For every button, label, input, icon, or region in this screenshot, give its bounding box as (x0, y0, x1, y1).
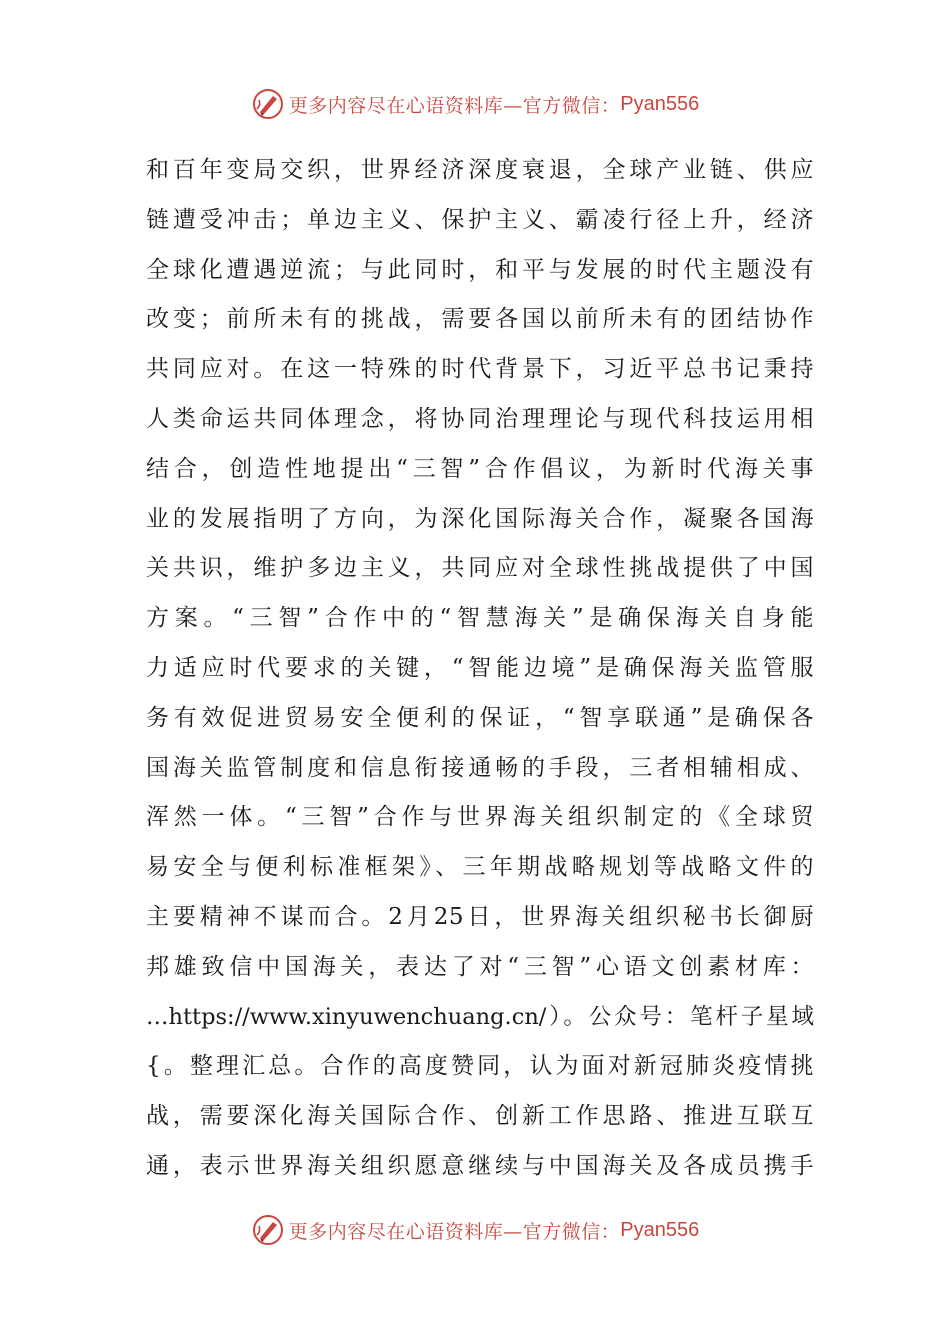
header-watermark (0, 84, 950, 124)
body-line: 战，需要深化海关国际合作、创新工作思路、推进互联互 (146, 1103, 814, 1130)
body-line: 和百年变局交织，世界经济深度衰退，全球产业链、供应 (146, 157, 814, 183)
pen-logo-icon (251, 1213, 285, 1247)
body-line: 改变；前所未有的挑战，需要各国以前所未有的团结协作 (146, 306, 814, 333)
body-line: {。整理汇总。合作的高度赞同，认为面对新冠肺炎疫情挑 (146, 1053, 814, 1080)
body-line: 国海关监管制度和信息衔接通畅的手段，三者相辅相成、 (146, 754, 814, 781)
body-line: 力适应时代要求的关键，“智能边境”是确保海关监管服 (146, 654, 814, 681)
body-line: 务有效促进贸易安全便利的保证，“智享联通”是确保各 (146, 704, 814, 731)
watermark-text: 更多内容尽在心语资料库—官方微信： (288, 1220, 621, 1243)
body-line: 邦雄致信中国海关，表达了对“三智”心语文创素材库： (146, 953, 814, 980)
watermark-handle: Pyan556 (620, 92, 700, 115)
document-body (146, 146, 814, 1192)
pen-logo-icon (251, 87, 285, 121)
body-line: 人类命运共同体理念，将协同治理理论与现代科技运用相 (146, 405, 814, 432)
body-line: 全球化遭遇逆流；与此同时，和平与发展的时代主题没有 (146, 256, 814, 283)
body-line: 共同应对。在这一特殊的时代背景下，习近平总书记秉持 (146, 356, 814, 383)
body-line: 通，表示世界海关组织愿意继续与中国海关及各成员携手 (146, 1152, 814, 1179)
footer-watermark (0, 1210, 950, 1250)
body-line: 业的发展指明了方向，为深化国际海关合作，凝聚各国海 (146, 505, 814, 532)
body-line: 链遭受冲击；单边主义、保护主义、霸凌行径上升，经济 (146, 206, 814, 233)
body-line: 结合，创造性地提出“三智”合作倡议，为新时代海关事 (146, 455, 814, 482)
body-line: …https://www.xinyuwenchuang.cn/）。公众号：笔杆子星域 (146, 1003, 814, 1030)
body-line: 关共识，维护多边主义，共同应对全球性挑战提供了中国 (146, 555, 814, 582)
watermark-text: 更多内容尽在心语资料库—官方微信： (288, 94, 621, 117)
watermark-handle: Pyan556 (620, 1218, 700, 1241)
body-line: 方案。“三智”合作中的“智慧海关”是确保海关自身能 (146, 605, 814, 632)
body-line: 易安全与便利标准框架》、三年期战略规划等战略文件的 (146, 854, 814, 881)
body-line: 浑然一体。“三智”合作与世界海关组织制定的《全球贸 (146, 804, 814, 831)
body-line: 主要精神不谋而合。2月25日，世界海关组织秘书长御厨 (146, 903, 814, 930)
